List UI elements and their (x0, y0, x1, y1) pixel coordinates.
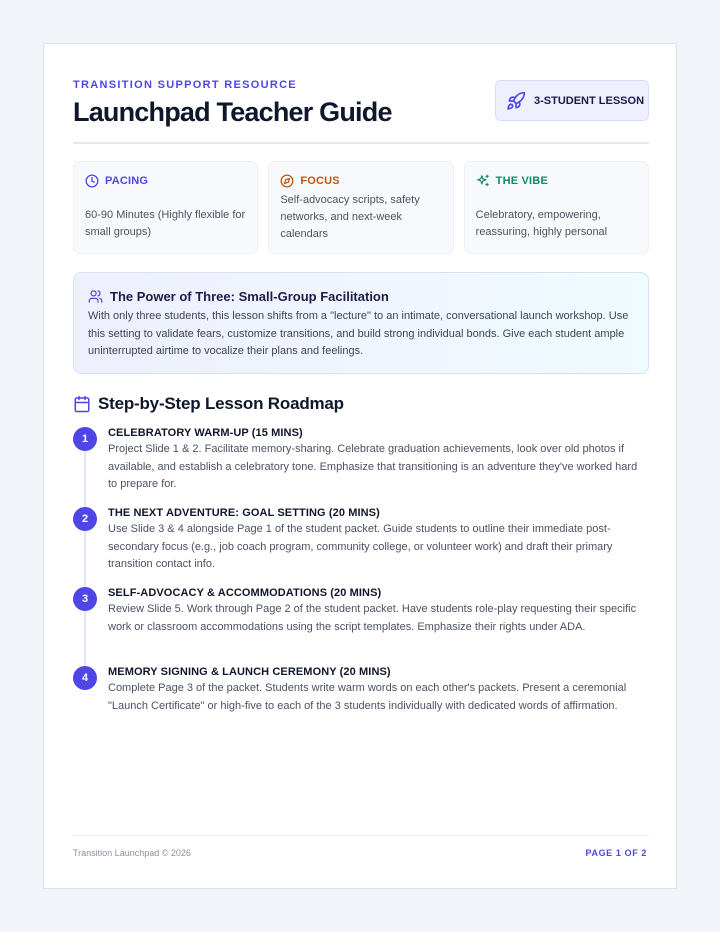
step-description: Complete Page 3 of the packet. Students write warm words on each other's packets. Present a ceremonial "Launch Certificate" or high-five to each of the 3 students individually with dedicated words of affirmation. (108, 682, 627, 712)
compass-icon (280, 174, 294, 188)
card-focus (268, 161, 453, 254)
info-cards (73, 161, 649, 254)
step-title: THE NEXT ADVENTURE: GOAL SETTING (20 MINS) (108, 507, 380, 519)
page-header (73, 79, 649, 143)
step-title: CELEBRATORY WARM-UP (15 MINS) (108, 427, 303, 439)
calendar-icon (73, 395, 91, 413)
roadmap-step (73, 427, 649, 507)
step-description: Use Slide 3 & 4 alongside Page 1 of the student packet. Guide students to outline their immediate post-secondary focus (e.g., job coach program, community college, or volunteer work) and draft their primary transition contact info. (108, 523, 613, 570)
guide-page (43, 43, 677, 889)
card-text: Self-advocacy scripts, safety networks, and next-week calendars (280, 194, 420, 240)
roadmap-step (73, 587, 649, 667)
facilitation-callout (73, 272, 649, 374)
users-icon (88, 289, 103, 304)
step-number: 1 (73, 427, 97, 451)
roadmap-heading (73, 393, 344, 415)
page-title: Launchpad Teacher Guide (73, 97, 392, 127)
step-number: 4 (73, 666, 97, 690)
step-description: Review Slide 5. Work through Page 2 of the student packet. Have students role-play requesting their specific work or classroom accommodations using the script templates. Emphasize their rights under ADA. (108, 603, 637, 633)
roadmap-step (73, 666, 649, 726)
step-connector (84, 451, 86, 507)
card-label: FOCUS (300, 175, 340, 187)
step-number: 3 (73, 587, 97, 611)
callout-text: With only three students, this lesson shifts from a "lecture" to an intimate, conversational launch workshop. Use this setting to validate fears, customize transitions, and build strong individual bonds. Give each student ample uninterrupted airtime to vocalize their plans and feelings. (88, 310, 629, 357)
card-label: PACING (105, 175, 149, 187)
card-vibe (464, 161, 649, 254)
lesson-badge (495, 80, 649, 121)
eyebrow-label: TRANSITION SUPPORT RESOURCE (73, 79, 297, 91)
rocket-icon (506, 91, 526, 111)
card-text: Celebratory, empowering, reassuring, highly personal (475, 209, 608, 238)
step-title: MEMORY SIGNING & LAUNCH CEREMONY (20 MINS) (108, 666, 391, 678)
badge-label: 3-STUDENT LESSON (534, 94, 645, 107)
step-title: SELF-ADVOCACY & ACCOMMODATIONS (20 MINS) (108, 587, 382, 599)
step-connector (84, 611, 86, 667)
clock-icon (85, 174, 99, 188)
header-divider (73, 142, 649, 144)
step-description: Project Slide 1 & 2. Facilitate memory-sharing. Celebrate graduation achievements, look over old photos if available, and establish a celebratory tone. Emphasize that transitioning is an adventure they've worked hard to prepare for. (108, 443, 638, 490)
roadmap-step (73, 507, 649, 587)
page-number: PAGE 1 OF 2 (585, 848, 647, 858)
sparkles-icon (476, 174, 490, 188)
card-pacing (73, 161, 258, 254)
footer-divider (73, 835, 649, 836)
card-text: 60-90 Minutes (Highly flexible for small groups) (85, 209, 246, 238)
step-number: 2 (73, 507, 97, 531)
step-connector (84, 531, 86, 587)
footer-copyright: Transition Launchpad © 2026 (73, 848, 191, 858)
callout-title: The Power of Three: Small-Group Facilitation (110, 288, 389, 304)
card-label: THE VIBE (495, 175, 548, 187)
roadmap-title: Step-by-Step Lesson Roadmap (98, 394, 344, 413)
